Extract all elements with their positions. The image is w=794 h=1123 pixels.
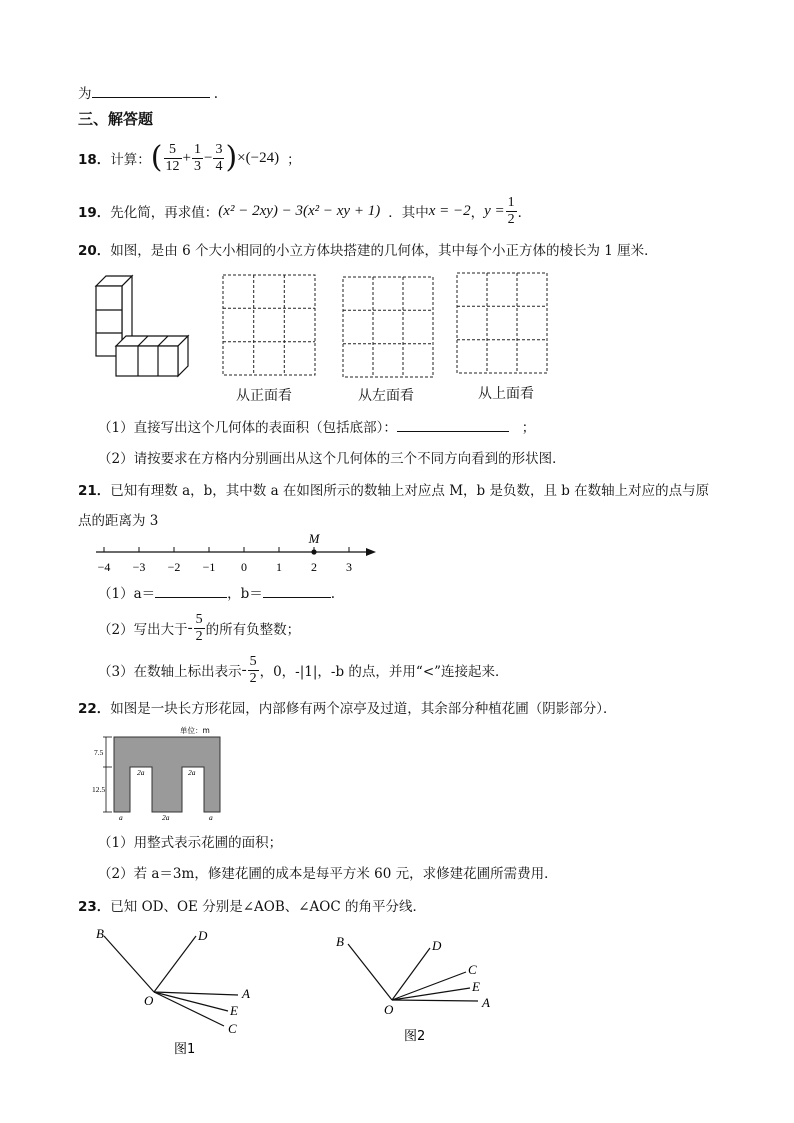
label-A: A (482, 995, 490, 1010)
number-line-tick-label: −1 (202, 560, 216, 574)
q21-part3: （3）在数轴上标出表示 - $\frac{5}{2}$ ，0，-|1|，-b 的点，并用“<”连接起来． (98, 653, 509, 686)
number-line-tick-label: 3 (346, 560, 352, 574)
fraction: $\frac{1}{2}$ (507, 194, 515, 227)
bottom-2a-label: 2a (162, 813, 170, 822)
fraction: $\frac{5}{2}$ (195, 611, 203, 644)
number-line-tick-label: −3 (132, 560, 146, 574)
pavilion-width-label: 2a (188, 768, 196, 777)
number-line-tick-label: 2 (311, 560, 317, 574)
label-D: D (432, 938, 442, 953)
ray-OB (348, 944, 392, 1000)
bottom-a-label: a (119, 813, 123, 822)
label-D: D (198, 928, 208, 943)
cube-top-face (116, 336, 188, 346)
bottom-a-label: a (209, 813, 213, 822)
q22-part2: （2）若 a＝3m，修建花圃的成本是每平方米 60 元，求修建花圃所需费用． (98, 866, 558, 882)
ray-OA (154, 992, 238, 995)
q22-text: 22．如图是一块长方形花园，内部修有两个凉亭及过道，其余部分种植花圃（阴影部分）． (78, 701, 617, 717)
number-line (88, 530, 388, 576)
label-C: C (228, 1021, 237, 1036)
number-line-tick-label: −2 (167, 560, 181, 574)
q20-part1: （1）直接写出这个几何体的表面积（包括底部）： ； (98, 416, 535, 436)
ray-OA (392, 1000, 478, 1001)
ray-OC (392, 972, 466, 1000)
fraction: $\frac{1}{3}$ (193, 141, 201, 174)
label-E: E (230, 1003, 238, 1018)
number-line-tick-label: 1 (276, 560, 282, 574)
ray-OE (154, 992, 228, 1011)
garden-figure (92, 722, 232, 822)
q21-text1: 21．已知有理数 a，b，其中数 a 在如图所示的数轴上对应点 M，b 是负数，且 b 在数轴上对应的点与原 (78, 483, 710, 499)
number-line-tick-label: 0 (241, 560, 247, 574)
grid-left-view[interactable] (342, 276, 436, 380)
point-M (311, 549, 316, 554)
q20-surface-area-blank[interactable] (397, 417, 509, 432)
grid-top-view[interactable] (456, 272, 550, 376)
fraction: $\frac{5}{12}$ (165, 141, 180, 174)
q18: 18． 计算： ( $\frac{5}{12}$ + $\frac{1}{3}$ − $\frac{3}{4}$ ) ×(−24) ； (78, 140, 301, 175)
q20-part2: （2）请按要求在方格内分别画出从这个几何体的三个不同方向看到的形状图． (98, 451, 566, 467)
q19: 19． 先化简，再求值： (x² − 2xy) − 3(x² − xy + 1) ．其中 x = −2 ， y = $\frac{1}{2}$ ． (78, 194, 532, 227)
figure-1-caption: 图1 (174, 1042, 196, 1057)
garden-flowerbed (114, 737, 220, 812)
label-C: C (468, 962, 477, 977)
ray-OD (154, 936, 196, 992)
dim-top-label: 7.5 (94, 748, 104, 757)
q17-blank[interactable] (92, 83, 210, 98)
ray-OC (154, 992, 224, 1026)
caption-front-view: 从正面看 (236, 388, 292, 404)
label-A: A (242, 986, 250, 1001)
garden-unit-label: 单位：m (180, 726, 210, 735)
q21-text2: 点的距离为 3 (78, 513, 159, 529)
pavilion-width-label: 2a (137, 768, 145, 777)
q23-text: 23．已知 OD、OE 分别是∠AOB、∠AOC 的角平分线． (78, 899, 426, 915)
figure-2-caption: 图2 (404, 1029, 426, 1044)
label-O: O (144, 993, 154, 1008)
dim-side-label: 12.5 (92, 785, 106, 794)
cube-front-face (116, 346, 178, 376)
number-line-arrow (366, 548, 376, 556)
ray-OE (392, 988, 470, 1000)
q22-part1: （1）用整式表示花圃的面积； (98, 835, 283, 851)
angle-figure-1 (90, 922, 270, 1062)
grid-front-view[interactable] (222, 274, 318, 378)
cube-solid-figure (92, 272, 192, 380)
label-E: E (472, 979, 480, 994)
q21-part1: （1）a＝ ，b＝ . (98, 582, 335, 602)
fraction: $\frac{5}{2}$ (249, 653, 257, 686)
fraction: $\frac{3}{4}$ (215, 141, 223, 174)
caption-left-view: 从左面看 (358, 388, 414, 404)
caption-top-view: 从上面看 (478, 386, 534, 402)
label-B: B (96, 926, 104, 941)
number-line-tick-label: −4 (97, 560, 111, 574)
q21-b-blank[interactable] (263, 583, 331, 598)
label-B: B (336, 934, 344, 949)
q21-part2: （2）写出大于 - $\frac{5}{2}$ 的所有负整数； (98, 611, 301, 644)
label-O: O (384, 1002, 394, 1017)
angle-figure-2 (330, 928, 510, 1048)
ray-OB (104, 936, 154, 992)
q20-text: 20．如图，是由 6 个大小相同的小立方体块搭建的几何体，其中每个小正方体的棱长为 1 厘米． (78, 243, 658, 259)
q17-answer-line: 为 . (78, 82, 218, 102)
point-M-label: M (308, 531, 320, 546)
section-title: 三、解答题 (78, 110, 154, 128)
q21-a-blank[interactable] (155, 583, 227, 598)
